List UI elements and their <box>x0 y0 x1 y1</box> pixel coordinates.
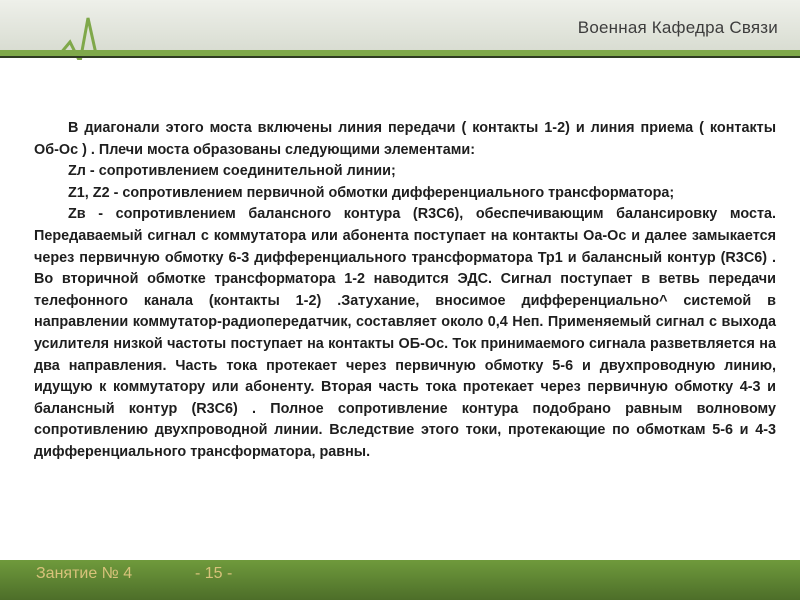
header-divider <box>0 56 800 58</box>
paragraph-4: Zв - сопротивлением балансного контура (R3C6), обеспечивающим балансировку моста. Передаваемый сигнал с коммутатора или абонента поступает на контакты Оа-Ос и далее замыкается через первичную обмотку 6-3 дифференциального трансформатора Тр1 и балансный контур (R3C6) . Во вторичной обмотке трансформатора 1-2 наводится ЭДС. Сигнал поступает в ветвь передачи телефонного канала (контакты 1-2) .Затухание, вносимое дифференциально^ системой в направлении коммутатор-радиопередатчик, составляет около 0,4 Неп. Применяемый сигнал с выхода усилителя низкой частоты поступает на контакты ОБ-Ос. Ток принимаемого сигнала разветвляется на два направления. Часть тока протекает через первичную обмотку 5-6 и двухпроводную линию, идущую к коммутатору или абоненту. Вторая часть тока протекает через первичную обмотку 4-3 и балансный контур (R3C6) . Полное сопротивление контура подобрано равным волновому сопротивлению двухпроводной линии. Вследствие этого токи, протекающие по обмоткам 5-6 и 4-3 дифференциального трансформатора, равны. <box>34 206 776 460</box>
paragraph-3: Z1, Z2 - сопротивлением первичной обмотки дифференциального трансформатора; <box>68 184 675 201</box>
paragraph-2: Zл - сопротивлением соединительной линии; <box>68 163 396 180</box>
page-number: - 15 - <box>195 565 233 582</box>
paragraph-1: В диагонали этого моста включены линия передачи ( контакты 1-2) и линия приема ( контакты Об-Ос ) . Плечи моста образованы следующими элементами: <box>34 120 776 158</box>
content-text <box>34 118 776 464</box>
lesson-label: Занятие № 4 <box>36 565 133 582</box>
page-title: Военная Кафедра Связи <box>577 18 778 37</box>
